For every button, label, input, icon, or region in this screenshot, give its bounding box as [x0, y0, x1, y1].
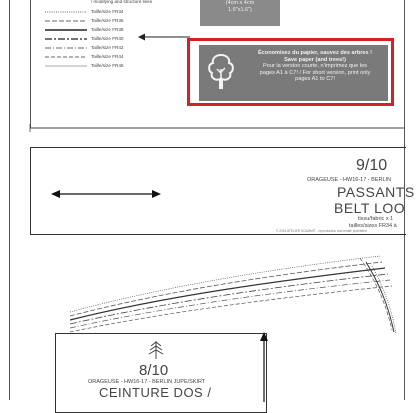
- section-bottom-line: [10, 124, 405, 136]
- legend-label-fr42: Taille/size FR42: [91, 45, 124, 50]
- eco-line-4: pages A1 à C7! / For short version, print only: [259, 69, 371, 76]
- eco-notice: [199, 45, 388, 101]
- piece-back-waistband: [55, 333, 267, 413]
- eco-line-5: pages A1 to C7!: [295, 76, 335, 83]
- line-style-icon: [45, 46, 89, 50]
- eco-line-2: Save paper (and trees!): [284, 56, 346, 63]
- legend-label-fr46: Taille/size FR46: [91, 63, 124, 68]
- piece-model: ORAGEUSE - HW16-17 - BERLIN JUPE/SKIRT: [88, 379, 206, 385]
- legend-label-fr36: Taille/size FR36: [91, 18, 124, 23]
- piece-number: 8/10: [139, 362, 169, 379]
- piece-model: ORAGEUSE - HW16-17 - BERLIN: [307, 177, 392, 183]
- line-style-icon: [45, 10, 89, 14]
- piece-title: CEINTURE DOS /: [99, 385, 212, 400]
- piece-title-fr: PASSANTS: [337, 184, 415, 200]
- line-style-icon: [45, 37, 89, 41]
- scale-line-1: (4cm x 4cm: [225, 0, 255, 6]
- eco-line-3: Pour la version courte, n'imprimez que les: [263, 63, 367, 70]
- legend-label-fr38: Taille/size FR38: [91, 27, 124, 32]
- scale-check-box: [200, 0, 280, 26]
- scale-line-2: 1.6"x1.6"): [228, 6, 252, 13]
- piece-sizes: tailles/sizes FR34 à: [349, 223, 397, 229]
- piece-title-en: BELT LOO: [334, 200, 406, 216]
- piece-number: 9/10: [356, 157, 388, 174]
- eco-notice-text: [241, 50, 389, 83]
- legend-header: / modifying and structure lines: [91, 0, 153, 4]
- piece-copyright: © 2016 ATELIER SCAMMIT - reproduction and resale prohibited: [276, 229, 367, 233]
- legend-label-fr34: Taille/size FR34: [91, 9, 124, 14]
- vertical-grain-arrow: [257, 332, 271, 402]
- eco-line-1: Économisez du papier, sauvez des arbres !: [257, 50, 373, 56]
- line-style-icon: [45, 55, 89, 59]
- legend-label-fr44: Taille/size FR44: [91, 54, 124, 59]
- piece-belt-loops: [30, 147, 415, 235]
- tree-icon: [204, 51, 238, 91]
- fir-tree-icon: [146, 340, 166, 360]
- piece-fabric: tissu/fabric x 1: [358, 216, 394, 222]
- line-style-icon: [45, 28, 89, 32]
- line-style-icon: [45, 64, 89, 68]
- legend-label-fr40: Taille/size FR40: [91, 36, 124, 41]
- line-style-icon: [45, 19, 89, 23]
- page-inner-left-border: [30, 0, 31, 128]
- grain-arrow: [51, 188, 161, 200]
